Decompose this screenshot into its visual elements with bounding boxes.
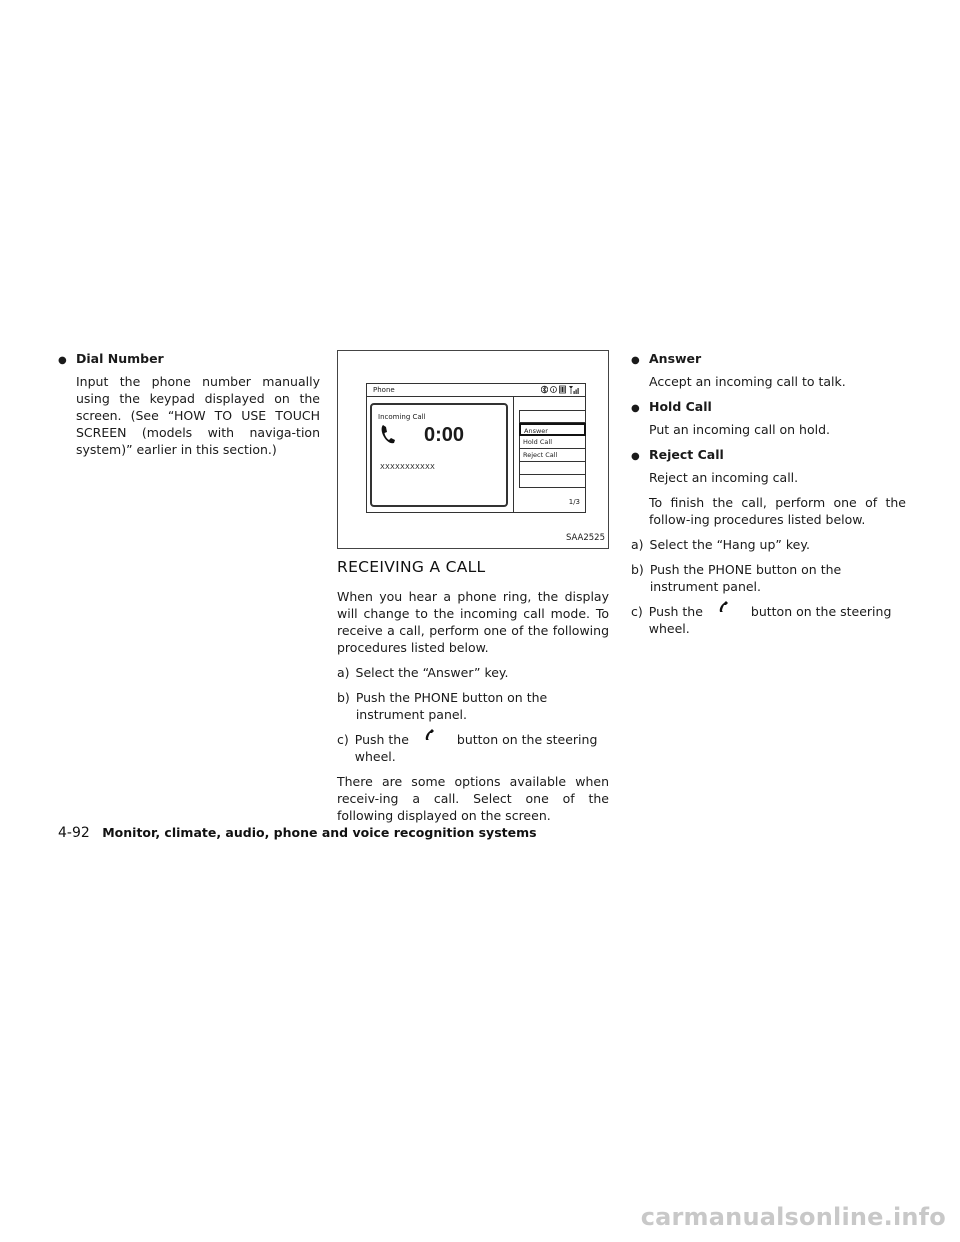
step-text-after: button on the steering wheel. <box>354 732 598 764</box>
answer-heading <box>631 350 906 369</box>
step-letter: c) <box>337 732 349 747</box>
page-footer <box>58 825 537 841</box>
incoming-call-screen-figure <box>337 350 609 549</box>
bullet: ● <box>631 403 640 414</box>
chapter-title: Monitor, climate, audio, phone and voice recognition systems <box>102 825 537 840</box>
menu-item-blank <box>519 410 586 423</box>
heading-text: Hold Call <box>649 399 712 414</box>
reject-call-text: Reject an incoming call. <box>649 470 799 485</box>
bullet: ● <box>631 451 640 462</box>
heading-text: Dial Number <box>76 351 164 366</box>
page-number: 4-92 <box>58 825 90 841</box>
column-right <box>631 350 906 637</box>
dial-number-text: Input the phone number manually using the keypad displayed on the screen. (See “HOW TO USE TOUCH SCREEN (models with naviga-tion system)” earlier in this section.) <box>76 374 320 457</box>
menu-item-blank <box>519 475 586 488</box>
menu-item-blank <box>519 462 586 475</box>
finish-call-intro: To finish the call, perform one of the follow-ing procedures listed below. <box>649 495 906 527</box>
figure-code: SAA2525 <box>565 533 605 543</box>
column-left <box>58 350 320 458</box>
heading-text: Answer <box>649 351 702 366</box>
step-letter: a) <box>631 537 644 552</box>
hold-call-button[interactable]: Hold Call <box>519 436 586 449</box>
bullet: ● <box>58 355 67 366</box>
answer-button[interactable]: Answer <box>519 423 586 436</box>
step-text <box>355 731 609 765</box>
step-text: Select the “Answer” key. <box>355 665 509 680</box>
call-options-list <box>519 410 586 488</box>
reject-call-heading <box>631 446 906 465</box>
section-heading: RECEIVING A CALL <box>337 558 486 576</box>
incoming-call-title: Incoming Call <box>378 413 426 421</box>
finish-step-a <box>631 536 906 553</box>
call-timer: 0:00 <box>424 424 465 446</box>
caller-number: XXXXXXXXXXX <box>380 463 435 471</box>
status-icons <box>541 385 580 394</box>
receive-step-b <box>337 689 609 723</box>
step-text: Select the “Hang up” key. <box>649 537 810 552</box>
step-text: Push the PHONE button on the instrument panel. <box>649 562 842 594</box>
hold-call-text: Put an incoming call on hold. <box>649 422 831 437</box>
steering-phone-icon <box>707 606 747 620</box>
screen-title: Phone <box>373 386 395 394</box>
phone-handset-icon <box>380 423 398 445</box>
finish-step-b <box>631 561 906 595</box>
dial-number-heading <box>58 350 320 369</box>
incoming-call-pane <box>370 403 508 507</box>
reject-call-button[interactable]: Reject Call <box>519 449 586 462</box>
step-letter: b) <box>337 690 350 705</box>
finish-step-c <box>631 603 906 637</box>
battery-icon <box>559 385 567 394</box>
receive-step-c <box>337 731 609 765</box>
call-options-pane <box>513 397 586 513</box>
watermark-logo: carmanualsonline.info <box>640 1203 946 1231</box>
intro-paragraph: When you hear a phone ring, the display will change to the incoming call mode. To receive a call, perform one of the following procedures listed below. <box>337 589 609 655</box>
heading-text: Reject Call <box>649 447 724 462</box>
answer-text: Accept an incoming call to talk. <box>649 374 846 389</box>
options-paragraph: There are some options available when receiv-ing a call. Select one of the following displayed on the screen. <box>337 774 609 823</box>
step-text-after: button on the steering wheel. <box>648 604 892 636</box>
screen-header <box>367 384 585 397</box>
hold-call-heading <box>631 398 906 417</box>
step-letter: c) <box>631 604 643 619</box>
step-text-before: Push the <box>354 732 409 747</box>
signal-icon <box>569 385 580 394</box>
steering-phone-icon <box>413 734 453 748</box>
phone-screen <box>366 383 586 513</box>
column-middle <box>337 350 609 824</box>
receive-step-a <box>337 664 609 681</box>
step-letter: a) <box>337 665 350 680</box>
step-text: Push the PHONE button on the instrument panel. <box>355 690 548 722</box>
step-text <box>649 603 906 637</box>
bluetooth-icon <box>541 385 548 394</box>
bullet: ● <box>631 355 640 366</box>
step-text-before: Push the <box>648 604 703 619</box>
info-icon <box>550 385 557 394</box>
page-indicator: 1/3 <box>568 498 580 506</box>
step-letter: b) <box>631 562 644 577</box>
